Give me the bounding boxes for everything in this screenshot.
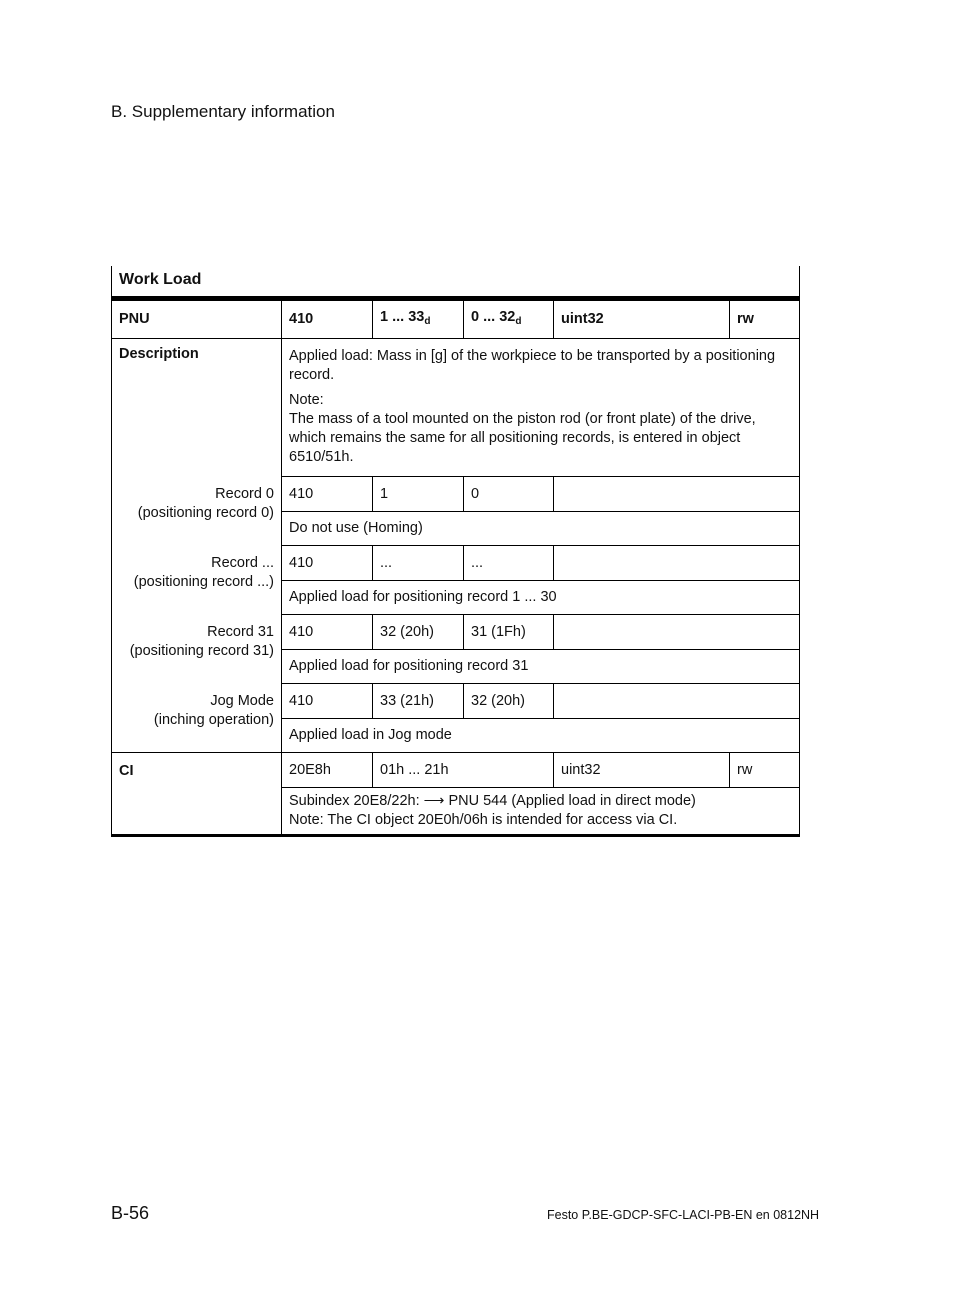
record-empty xyxy=(554,477,800,512)
record-empty xyxy=(554,546,800,581)
ci-object: 20E8h xyxy=(282,753,373,788)
record-label: Record 31 (positioning record 31) xyxy=(112,615,282,684)
ci-text: Subindex 20E8/22h: ⟶ PNU 544 (Applied load in direct mode) Note: The CI object 20E0h/06h is intended for access via CI. xyxy=(282,788,800,836)
record-subindex: 33 (21h) xyxy=(373,684,464,719)
data-type: uint32 xyxy=(554,301,730,339)
table-title-box xyxy=(111,266,800,300)
pnu-value: 410 xyxy=(282,301,373,339)
record-label: Record 0 (positioning record 0) xyxy=(112,477,282,546)
ci-access: rw xyxy=(730,753,800,788)
page-number: B-56 xyxy=(111,1203,150,1223)
table-title: Work Load xyxy=(112,266,799,300)
record-empty xyxy=(554,684,800,719)
record-text: Applied load for positioning record 31 xyxy=(282,650,800,684)
description-text xyxy=(282,339,800,477)
record-subindex: ... xyxy=(373,546,464,581)
record-index: 31 (1Fh) xyxy=(464,615,554,650)
record-row xyxy=(112,546,800,581)
record-index: 0 xyxy=(464,477,554,512)
record-text: Do not use (Homing) xyxy=(282,512,800,546)
record-pnu: 410 xyxy=(282,684,373,719)
record-row xyxy=(112,615,800,650)
record-subindex: 1 xyxy=(373,477,464,512)
description-row xyxy=(112,339,800,477)
record-index: ... xyxy=(464,546,554,581)
record-text: Applied load in Jog mode xyxy=(282,719,800,753)
pnu-label: PNU xyxy=(112,301,282,339)
record-subindex: 32 (20h) xyxy=(373,615,464,650)
record-index: 32 (20h) xyxy=(464,684,554,719)
ci-type: uint32 xyxy=(554,753,730,788)
pnu-row xyxy=(112,301,800,339)
work-load-table xyxy=(111,300,800,837)
access: rw xyxy=(730,301,800,339)
record-pnu: 410 xyxy=(282,615,373,650)
note-text: The mass of a tool mounted on the piston rod (or front plate) of the drive, which remains the same for all positioning records, is entered in object 6510/51h. xyxy=(289,411,756,465)
record-row xyxy=(112,477,800,512)
index-range: 0 ... $32_d$ xyxy=(464,301,554,339)
record-label: Record ... (positioning record ...) xyxy=(112,546,282,615)
section-header: B. Supplementary information xyxy=(111,102,335,121)
ci-label: CI xyxy=(112,753,282,836)
note-label: Note: xyxy=(289,392,324,408)
subindex-range: 1 ... $33_d$ xyxy=(373,301,464,339)
record-text: Applied load for positioning record 1 ... 30 xyxy=(282,581,800,615)
record-row xyxy=(112,684,800,719)
description-label: Description xyxy=(112,339,282,477)
document-id: Festo P.BE-GDCP-SFC-LACI-PB-EN en 0812NH xyxy=(547,1208,820,1222)
record-empty xyxy=(554,615,800,650)
description-line: Applied load: Mass in [g] of the workpiece to be transported by a positioning record. xyxy=(289,348,776,383)
record-pnu: 410 xyxy=(282,546,373,581)
record-pnu: 410 xyxy=(282,477,373,512)
ci-row xyxy=(112,753,800,788)
ci-range: 01h ... 21h xyxy=(373,753,554,788)
record-label: Jog Mode (inching operation) xyxy=(112,684,282,753)
